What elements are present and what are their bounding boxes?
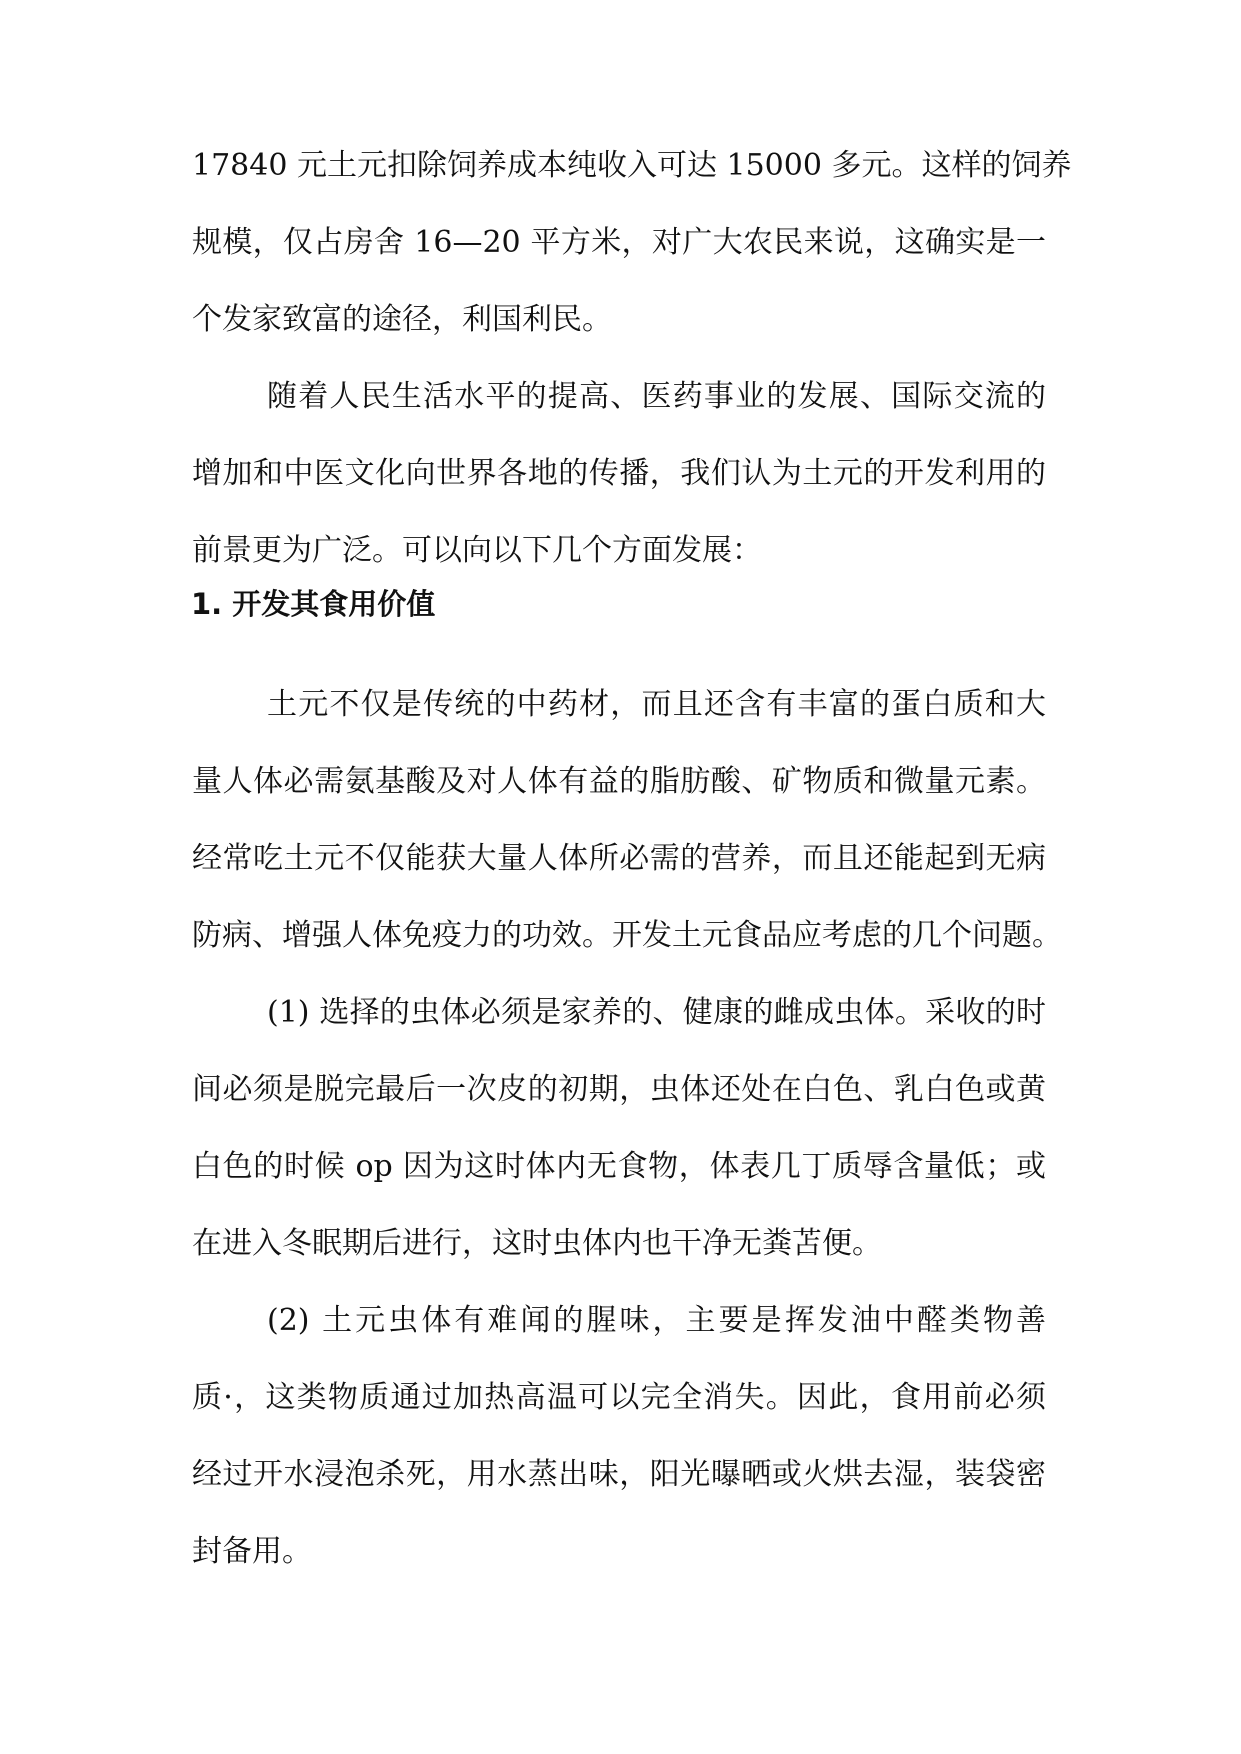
line-text: 17840 元土元扣除饲养成本纯收入可达 15000 多元。这样的饲养 <box>192 148 1072 183</box>
text-line <box>0 1219 1241 1269</box>
line-text: 封备用。 <box>192 1534 312 1569</box>
text-line <box>0 295 1241 345</box>
line-text: 间必须是脱完最后一次皮的初期，虫体还处在白色、乳白色或黄 <box>192 1072 1046 1107</box>
line-text: 个发家致富的途径，利国利民。 <box>192 302 612 337</box>
text-line <box>0 1450 1241 1500</box>
text-line <box>0 449 1241 499</box>
line-text: 经常吃土元不仅能获大量人体所必需的营养，而且还能起到无病 <box>192 841 1046 876</box>
line-text: (2) 土元虫体有难闻的腥味，主要是挥发油中醛类物善 <box>267 1303 1046 1338</box>
line-text: (1) 选择的虫体必须是家养的、健康的雌成虫体。采收的时 <box>267 995 1046 1030</box>
text-line <box>0 911 1241 961</box>
text-line <box>0 1142 1241 1192</box>
text-line <box>0 141 1241 191</box>
text-line <box>0 834 1241 884</box>
line-text: 规模，仅占房舍 16—20 平方米，对广大农民来说，这确实是一 <box>192 225 1046 260</box>
line-text: 前景更为广泛。可以向以下几个方面发展： <box>192 533 762 568</box>
text-line <box>0 372 1241 422</box>
text-line <box>0 1373 1241 1423</box>
text-line <box>0 1296 1241 1346</box>
text-line <box>0 1065 1241 1115</box>
text-line <box>0 680 1241 730</box>
text-line <box>0 526 1241 576</box>
line-text: 防病、增强人体免疫力的功效。开发土元食品应考虑的几个问题。 <box>192 918 1062 953</box>
line-text: 随着人民生活水平的提高、医药事业的发展、国际交流的 <box>267 379 1046 414</box>
text-line <box>0 757 1241 807</box>
line-text: 土元不仅是传统的中药材，而且还含有丰富的蛋白质和大 <box>267 687 1046 722</box>
line-text: 增加和中医文化向世界各地的传播，我们认为土元的开发利用的 <box>192 456 1046 491</box>
text-line <box>0 218 1241 268</box>
section-heading: 1. 开发其食用价值 <box>191 587 436 621</box>
line-text: 经过开水浸泡杀死，用水蒸出味，阳光曝晒或火烘去湿，装袋密 <box>192 1457 1046 1492</box>
line-text: 质·，这类物质通过加热高温可以完全消失。因此，食用前必须 <box>192 1380 1046 1415</box>
line-text: 在进入冬眠期后进行，这时虫体内也干净无粪苫便。 <box>192 1226 882 1261</box>
line-text: 量人体必需氨基酸及对人体有益的脂肪酸、矿物质和微量元素。 <box>192 764 1046 799</box>
text-line <box>0 1527 1241 1577</box>
text-line <box>0 988 1241 1038</box>
line-text: 白色的时候 op 因为这时体内无食物，体表几丁质辱含量低；或 <box>192 1149 1046 1184</box>
